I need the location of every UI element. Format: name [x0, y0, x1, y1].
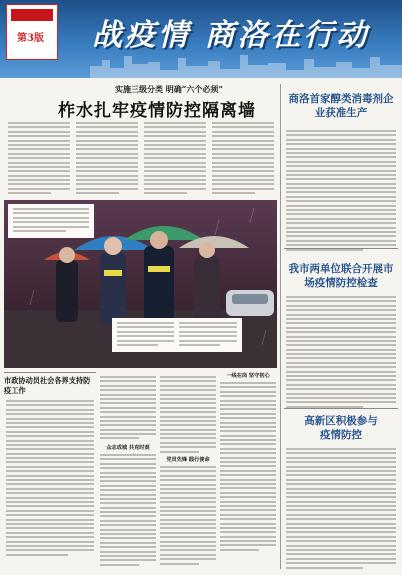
bottom-left-body [6, 400, 94, 558]
right-rule-2 [284, 408, 398, 409]
bottom-middle-body-col2b [160, 466, 216, 567]
bottom-left-headline: 市政协动员社会各界支持防疫工作 [4, 376, 91, 395]
bottom-left-top-rule [4, 372, 96, 373]
bottom-middle-body-col1 [100, 376, 156, 442]
subhead-together: 众志成城 共克时艰 [106, 445, 150, 451]
masthead-logo [6, 4, 58, 60]
main-article-kicker: 实施三级分类 明确“六个必须” [115, 84, 223, 94]
subhead-party-members: 党员先锋 践行使命 [166, 457, 210, 463]
main-article-body-col1 [8, 122, 70, 197]
right-story3-headline: 高新区积极参与疫情防控 [304, 415, 378, 441]
right-story2-body [286, 296, 396, 410]
page-number: 第3版 [17, 33, 44, 44]
right-story1-headline: 商洛首家醇类消毒剂企业获准生产 [288, 93, 394, 119]
page-header [0, 0, 402, 78]
right-rule-1 [284, 248, 398, 249]
right-story3-body [286, 448, 396, 571]
main-article-headline: 柞水扎牢疫情防控隔离墙 [58, 101, 256, 121]
main-article-body-col2 [76, 122, 138, 197]
masthead-banner [11, 9, 53, 21]
bottom-middle-body-col1b [100, 454, 156, 568]
main-article-body-col3 [144, 122, 206, 197]
section-title: 战疫情 商洛在行动 [92, 18, 370, 53]
right-story1-body [286, 130, 396, 253]
city-skyline-graphic [90, 52, 402, 78]
bottom-middle-body-col3 [220, 382, 276, 553]
photo-caption-top [8, 204, 94, 238]
column-divider [280, 84, 281, 569]
news-photo [4, 200, 277, 368]
main-article-body-col4 [212, 122, 274, 197]
bottom-middle-body-col2 [160, 376, 216, 455]
right-story2-headline: 我市两单位联合开展市场疫情防控检查 [288, 263, 394, 289]
subhead-frontline: 一线在岗 坚守初心 [226, 373, 270, 379]
photo-caption-left [112, 318, 180, 352]
photo-caption-right [174, 318, 242, 352]
